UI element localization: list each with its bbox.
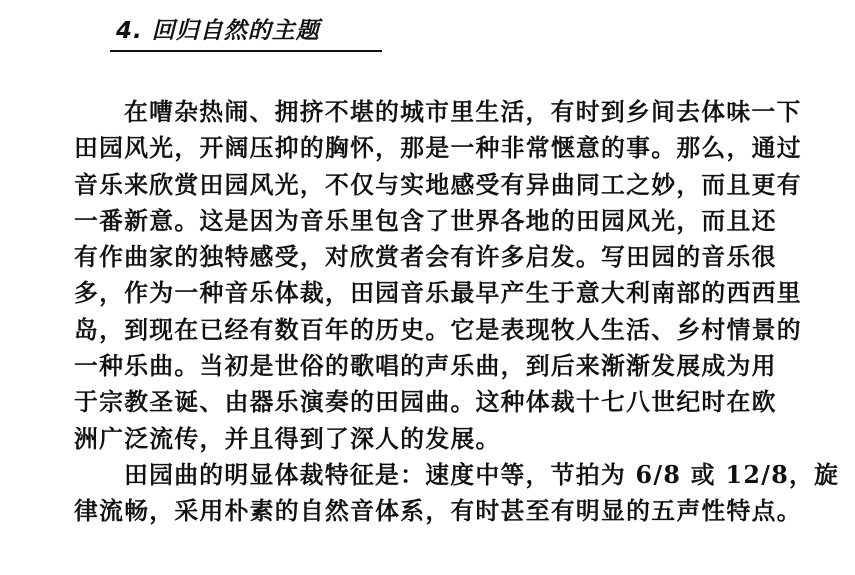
text-line: 一番新意。这是因为音乐里包含了世界各地的田园风光，而且还	[74, 206, 777, 235]
text-line: 多，作为一种音乐体裁，田园音乐最早产生于意大利南部的西西里	[74, 279, 802, 308]
text-line: 岛，到现在已经有数百年的历史。它是表现牧人生活、乡村情景的	[74, 315, 802, 344]
text-line: 一种乐曲。当初是世俗的歌唱的声乐曲，到后来渐渐发展成为用	[74, 352, 777, 381]
section-heading-text: 4. 回归自然的主题	[116, 18, 320, 44]
text-line: 于宗教圣诞、由器乐演奏的田园曲。这种体裁十七八世纪时在欧	[74, 388, 777, 417]
body-text	[74, 94, 840, 530]
section-heading	[110, 4, 382, 52]
text-line: 律流畅，采用朴素的自然音体系，有时甚至有明显的五声性特点。	[74, 497, 802, 526]
paragraph	[74, 457, 840, 530]
text-line: 洲广泛流传，并且得到了深人的发展。	[74, 424, 501, 453]
text-line: 有作曲家的独特感受，对欣赏者会有许多启发。写田园的音乐很	[74, 243, 777, 272]
text-line: 在嘈杂热闹、拥挤不堪的城市里生活，有时到乡间去体味一下	[124, 98, 802, 126]
text-line: 音乐来欣赏田园风光，不仅与实地感受有异曲同工之妙，而且更有	[74, 170, 802, 199]
text-line: 田园曲的明显体裁特征是：速度中等，节拍为 6/8 或 12/8，旋	[124, 460, 840, 489]
text-line: 田园风光，开阔压抑的胸怀，那是一种非常惬意的事。那么，通过	[74, 134, 802, 163]
paragraph	[74, 94, 814, 457]
